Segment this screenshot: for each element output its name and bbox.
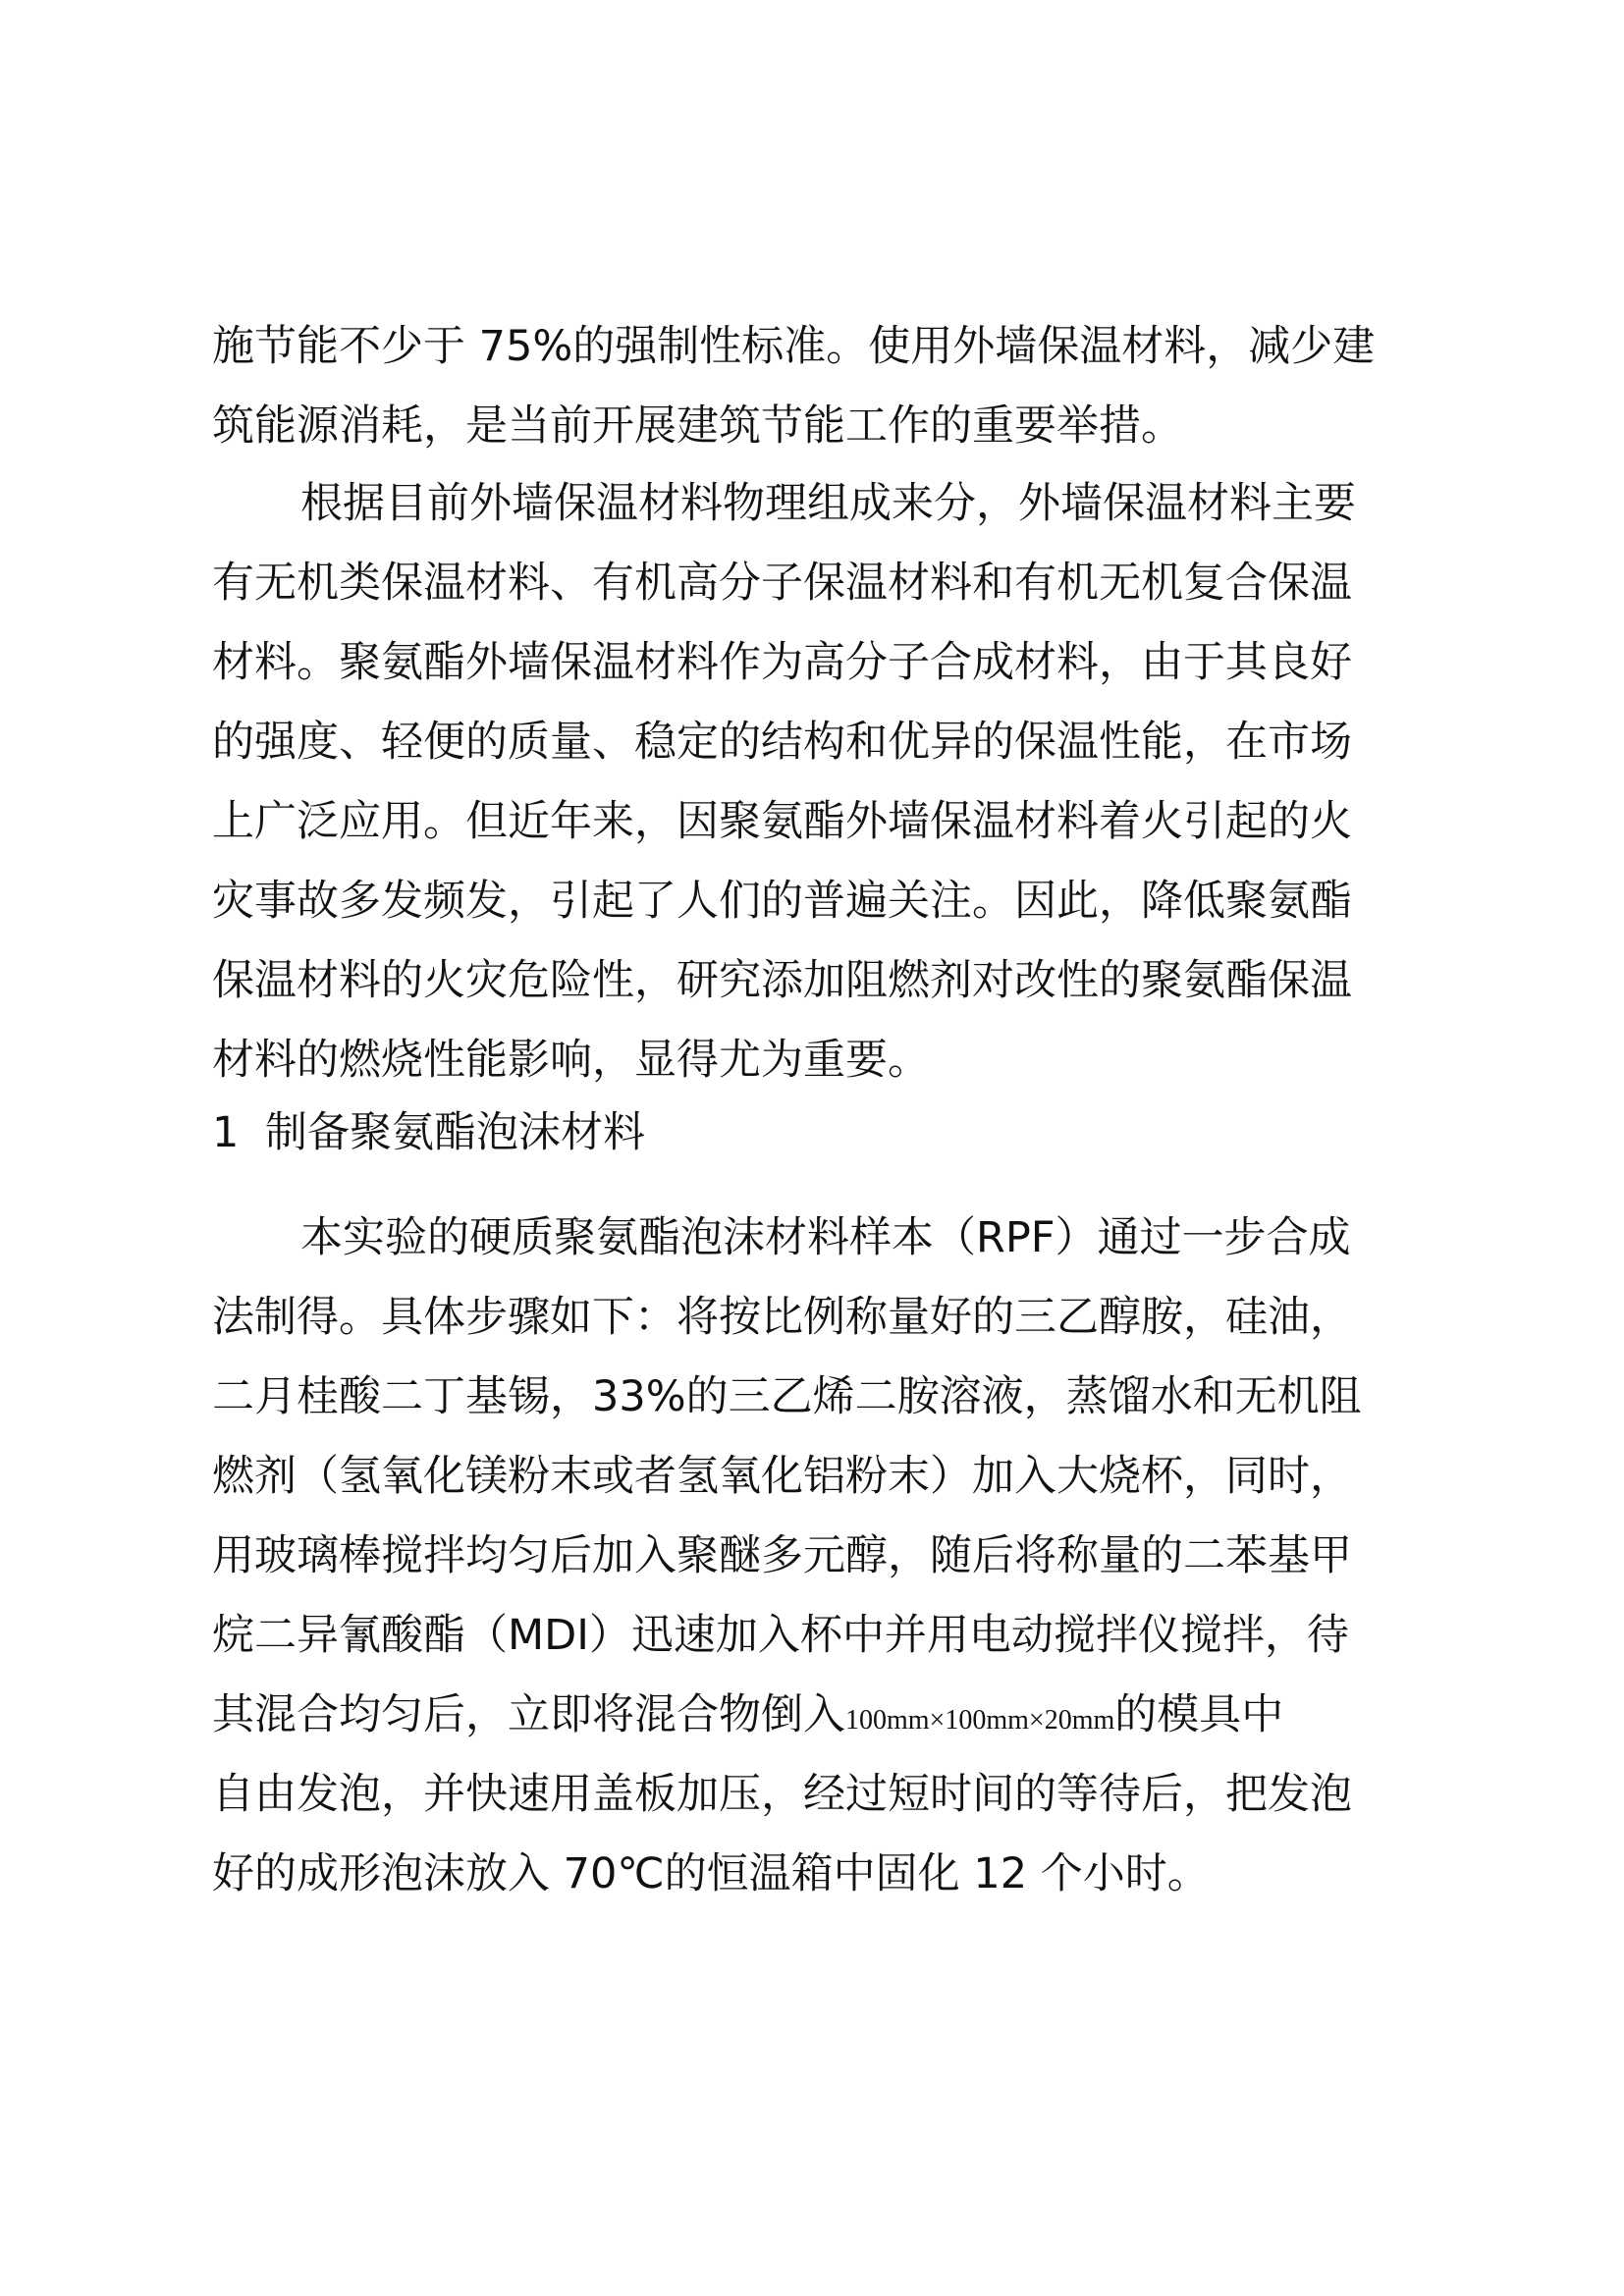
section-number: 1 [212,1108,240,1157]
paragraph-1-line-2: 筑能源消耗，是当前开展建筑节能工作的重要举措。 [212,401,1183,451]
paragraph-1 [212,307,1430,466]
section-heading [212,1094,645,1173]
section-title: 制备聚氨酯泡沫材料 [265,1108,645,1157]
paragraph-2-line-8: 材料的燃烧性能影响，显得尤为重要。 [212,1036,930,1085]
paragraph-3-line-9: 好的成形泡沫放入 70℃的恒温箱中固化 12 个小时。 [212,1849,1210,1898]
paragraph-3-line-4: 燃剂（氢氧化镁粉末或者氢氧化铝粉末）加入大烧杯，同时， [212,1452,1352,1501]
paragraph-3-line-1: 本实验的硬质聚氨酯泡沫材料样本（RPF）通过一步合成 [300,1213,1351,1262]
paragraph-2-line-2: 有无机类保温材料、有机高分子保温材料和有机无机复合保温 [212,559,1352,608]
paragraph-3-line-5: 用玻璃棒搅拌均匀后加入聚醚多元醇，随后将称量的二苯基甲 [212,1531,1352,1580]
paragraph-3-line-7-before: 其混合均匀后，立即将混合物倒入 [212,1690,845,1739]
paragraph-3-line-3: 二月桂酸二丁基锡，33%的三乙烯二胺溶液，蒸馏水和无机阻 [212,1372,1362,1421]
paragraph-2-line-3: 材料。聚氨酯外墙保温材料作为高分子合成材料，由于其良好 [212,638,1352,687]
paragraph-2-line-6: 灾事故多发频发，引起了人们的普遍关注。因此，降低聚氨酯 [212,877,1352,926]
paragraph-3-line-6: 烷二异氰酸酯（MDI）迅速加入杯中并用电动搅拌仪搅拌，待 [212,1611,1349,1660]
paragraph-3-line-7-after: 的模具中 [1114,1690,1284,1739]
paragraph-2-line-7: 保温材料的火灾危险性，研究添加阻燃剂对改性的聚氨酯保温 [212,956,1352,1005]
paragraph-3 [212,1199,1430,1914]
paragraph-2 [212,464,1430,1100]
mold-dimension: 100mm×100mm×20mm [845,1705,1115,1735]
paragraph-2-line-1: 根据目前外墙保温材料物理组成来分，外墙保温材料主要 [300,479,1356,528]
paragraph-2-line-5: 上广泛应用。但近年来，因聚氨酯外墙保温材料着火引起的火 [212,797,1352,846]
paragraph-3-line-8: 自由发泡，并快速用盖板加压，经过短时间的等待后，把发泡 [212,1770,1352,1819]
paragraph-3-line-2: 法制得。具体步骤如下：将按比例称量好的三乙醇胺，硅油， [212,1293,1352,1342]
paragraph-1-line-1: 施节能不少于 75%的强制性标准。使用外墙保温材料，减少建 [212,322,1376,371]
paragraph-2-line-4: 的强度、轻便的质量、稳定的结构和优异的保温性能，在市场 [212,718,1352,767]
paragraph-3-line-7 [212,1676,1430,1755]
